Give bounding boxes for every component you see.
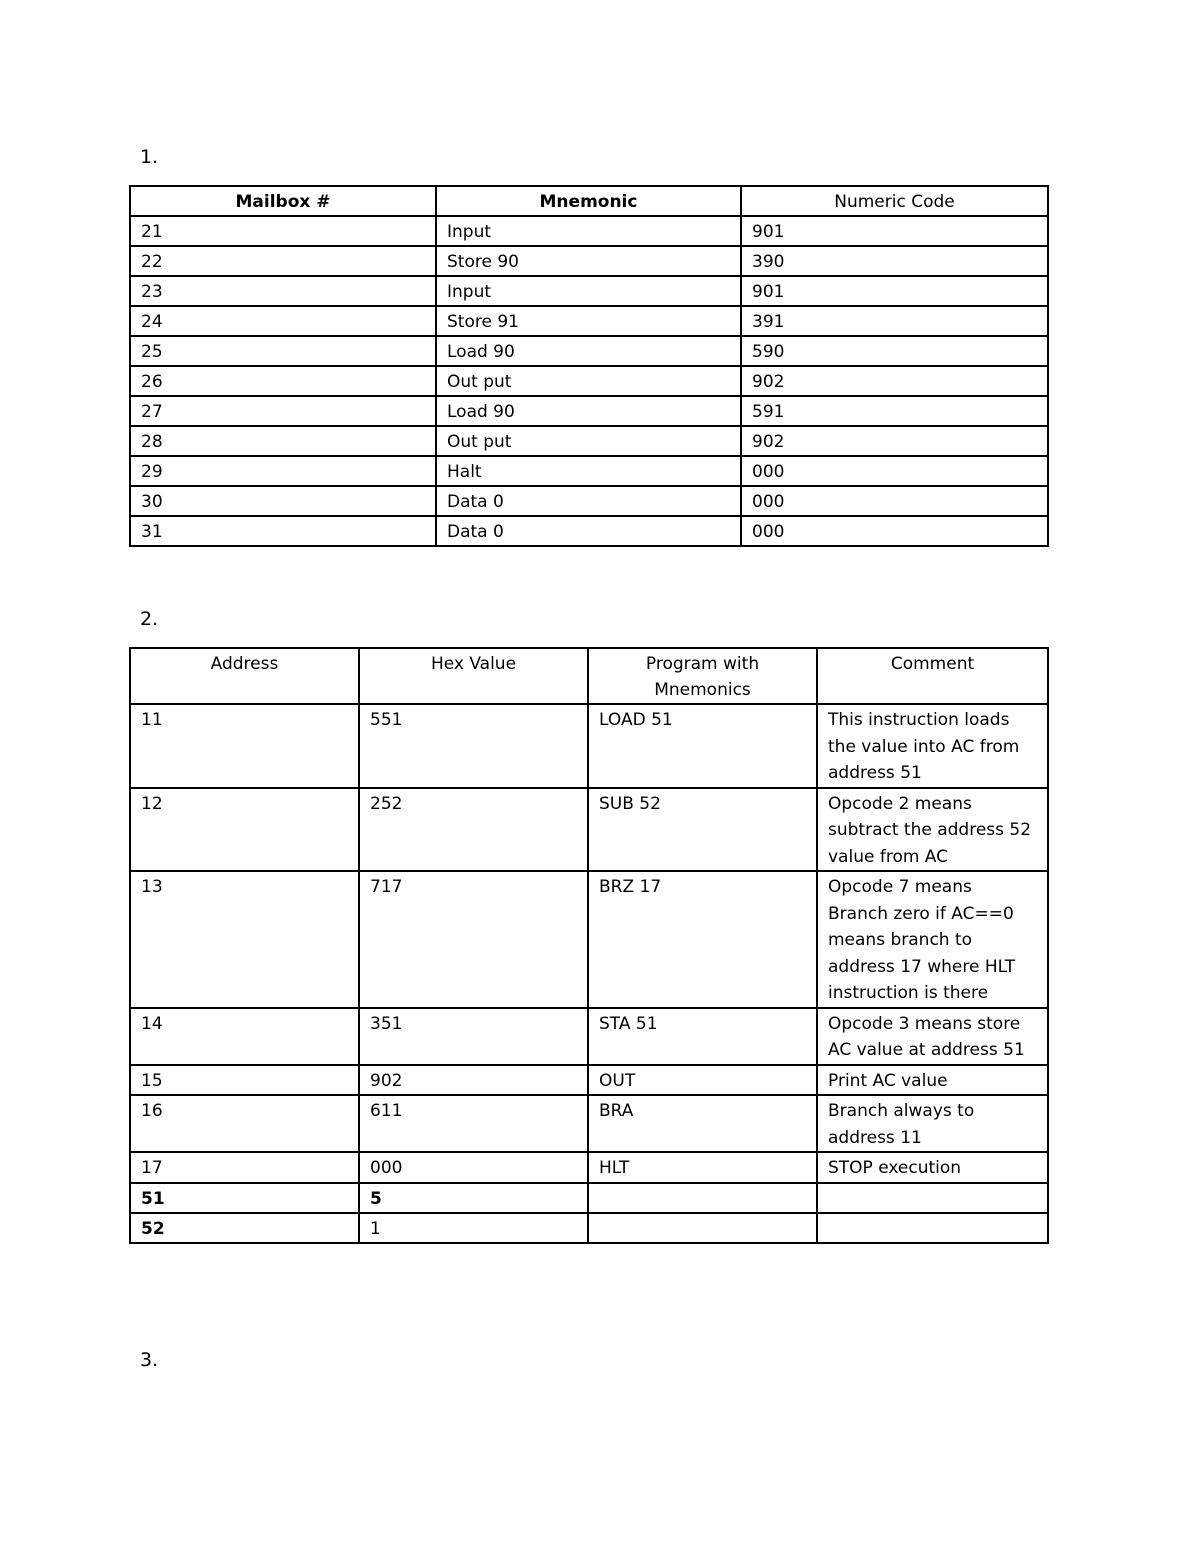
mnemonic-cell: Out put [436,366,741,396]
mnemonic-cell: Input [436,216,741,246]
address-cell: 14 [130,1008,359,1065]
comment-cell: STOP execution [817,1152,1048,1183]
table-row [130,788,1048,872]
address-cell: 51 [130,1183,359,1213]
hex-value-cell: 717 [359,871,588,1008]
mnemonic-cell: Input [436,276,741,306]
address-cell: 11 [130,704,359,788]
comment-cell: Print AC value [817,1065,1048,1096]
table-row [130,276,1048,306]
hex-value-cell: 351 [359,1008,588,1065]
program-cell: OUT [588,1065,817,1096]
mailbox-cell: 31 [130,516,436,546]
table-row [130,1213,1048,1243]
table-row [130,456,1048,486]
numeric-code-cell: 902 [741,426,1048,456]
address-cell: 17 [130,1152,359,1183]
address-cell: 16 [130,1095,359,1152]
numeric-code-cell: 901 [741,276,1048,306]
program-cell [588,1183,817,1213]
program-cell [588,1213,817,1243]
header-comment: Comment [817,648,1048,704]
numeric-code-cell: 902 [741,366,1048,396]
comment-cell [817,1183,1048,1213]
table-row [130,1152,1048,1183]
section-1-number: 1. [140,146,159,168]
mnemonic-cell: Store 90 [436,246,741,276]
hex-value-cell: 611 [359,1095,588,1152]
table-row [130,871,1048,1008]
program-cell: BRA [588,1095,817,1152]
table-row [130,1008,1048,1065]
table-row [130,216,1048,246]
mnemonic-cell: Store 91 [436,306,741,336]
table-row [130,1095,1048,1152]
mnemonic-cell: Load 90 [436,396,741,426]
table-row [130,246,1048,276]
mnemonic-cell: Halt [436,456,741,486]
mailbox-cell: 22 [130,246,436,276]
mailbox-cell: 24 [130,306,436,336]
program-cell: HLT [588,1152,817,1183]
section-3-number: 3. [140,1349,159,1371]
header-mnemonic: Mnemonic [436,186,741,216]
mnemonic-cell: Data 0 [436,516,741,546]
mailbox-cell: 21 [130,216,436,246]
hex-value-cell: 252 [359,788,588,872]
hex-value-cell: 1 [359,1213,588,1243]
numeric-code-cell: 391 [741,306,1048,336]
comment-cell: Branch always to address 11 [817,1095,1048,1152]
numeric-code-cell: 901 [741,216,1048,246]
program-cell: SUB 52 [588,788,817,872]
comment-cell [817,1213,1048,1243]
numeric-code-cell: 000 [741,516,1048,546]
table-row [130,1183,1048,1213]
address-cell: 12 [130,788,359,872]
mailbox-cell: 27 [130,396,436,426]
address-cell: 52 [130,1213,359,1243]
mailbox-table [129,185,1049,547]
table-row [130,396,1048,426]
address-cell: 13 [130,871,359,1008]
table-row [130,306,1048,336]
mnemonic-cell: Data 0 [436,486,741,516]
mailbox-cell: 30 [130,486,436,516]
table-row [130,516,1048,546]
section-2-number: 2. [140,608,159,630]
header-address: Address [130,648,359,704]
hex-value-cell: 000 [359,1152,588,1183]
comment-cell: Opcode 7 means Branch zero if AC==0 means branch to address 17 where HLT instruction is there [817,871,1048,1008]
table-row [130,366,1048,396]
comment-cell: This instruction loads the value into AC from address 51 [817,704,1048,788]
numeric-code-cell: 590 [741,336,1048,366]
numeric-code-cell: 000 [741,456,1048,486]
program-cell: STA 51 [588,1008,817,1065]
table-row [130,704,1048,788]
mnemonic-cell: Load 90 [436,336,741,366]
hex-value-cell: 902 [359,1065,588,1096]
program-cell: BRZ 17 [588,871,817,1008]
numeric-code-cell: 591 [741,396,1048,426]
hex-value-cell: 5 [359,1183,588,1213]
numeric-code-cell: 390 [741,246,1048,276]
hex-value-cell: 551 [359,704,588,788]
mailbox-cell: 29 [130,456,436,486]
mailbox-cell: 26 [130,366,436,396]
numeric-code-cell: 000 [741,486,1048,516]
mnemonic-cell: Out put [436,426,741,456]
comment-cell: Opcode 2 means subtract the address 52 value from AC [817,788,1048,872]
comment-cell: Opcode 3 means store AC value at address 51 [817,1008,1048,1065]
mailbox-cell: 23 [130,276,436,306]
table-row [130,336,1048,366]
table-row [130,1065,1048,1096]
mailbox-cell: 28 [130,426,436,456]
mailbox-cell: 25 [130,336,436,366]
header-mailbox: Mailbox # [130,186,436,216]
program-table [129,647,1049,1244]
table-row [130,486,1048,516]
header-hex-value: Hex Value [359,648,588,704]
address-cell: 15 [130,1065,359,1096]
table-row [130,426,1048,456]
header-numeric-code: Numeric Code [741,186,1048,216]
header-program-mnemonics: Program with Mnemonics [588,648,817,704]
program-cell: LOAD 51 [588,704,817,788]
